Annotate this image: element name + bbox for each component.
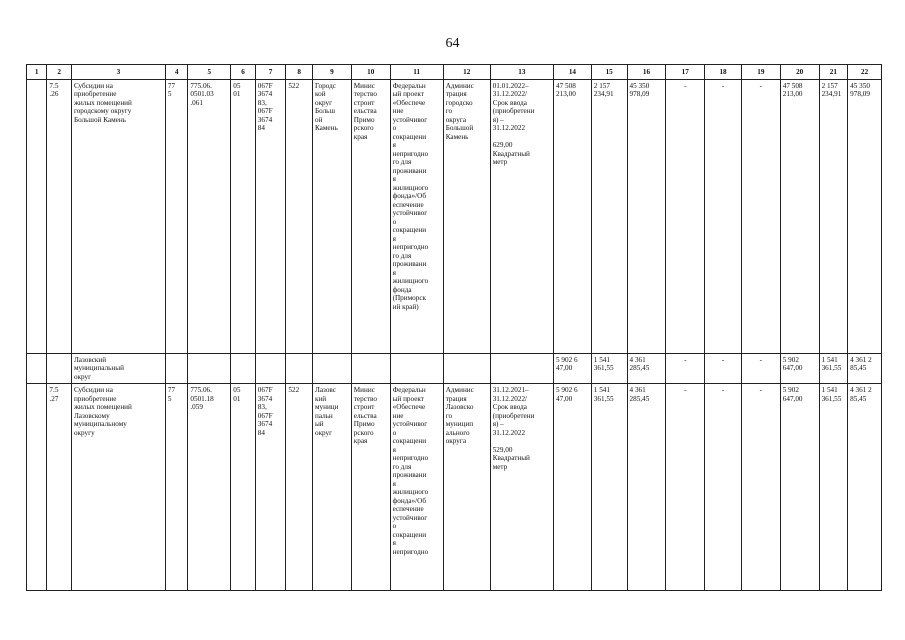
table-cell: Админис трация Лазовско го муницип ального округа: [443, 384, 490, 591]
table-cell: -: [666, 80, 705, 354]
table-cell: 77 5: [165, 384, 187, 591]
budget-table: [26, 64, 882, 591]
table-cell: 067F 3674 83, 067F 3674 84: [255, 384, 286, 591]
table-cell: 1 541 361,55: [591, 354, 627, 384]
table-cell: 01.01.2022– 31.12.2022/ Срок ввода (приобретени я) – 31.12.2022 629,00 Квадратный метр: [490, 80, 553, 354]
table-cell: 05 01: [231, 80, 256, 354]
column-header: 16: [627, 65, 666, 80]
table-cell: Админис трация городско го округа Большой Камень: [443, 80, 490, 354]
table-cell: -: [705, 384, 742, 591]
table-cell: 067F 3674 83, 067F 3674 84: [255, 80, 286, 354]
column-header: 10: [351, 65, 390, 80]
table-cell: -: [705, 354, 742, 384]
column-header: 15: [591, 65, 627, 80]
column-header: 1: [27, 65, 47, 80]
column-header: 11: [390, 65, 443, 80]
table-cell: [490, 354, 553, 384]
table-cell: 2 157 234,91: [591, 80, 627, 354]
column-header: 8: [286, 65, 313, 80]
table-cell: -: [666, 384, 705, 591]
table-cell: -: [741, 354, 780, 384]
table-cell: Минис терство строит ельства Примо рского края: [351, 384, 390, 591]
table-cell: 7.5 .27: [47, 384, 72, 591]
table-cell: Федеральн ый проект «Обеспече ние устойчивог о сокращени я непригодно го для проживани я жилищного фонда»/Об еспечение устойчивог о сокращени я непригодно го для проживани я жилищного фонда (Приморск ий край): [390, 80, 443, 354]
table-cell: [231, 354, 256, 384]
column-header: 2: [47, 65, 72, 80]
table-cell: 5 902 6 47,00: [554, 384, 592, 591]
table-cell: [255, 354, 286, 384]
table-cell: 1 541 361,55: [819, 384, 848, 591]
table-cell: 45 350 978,09: [848, 80, 882, 354]
table-cell: 77 5: [165, 80, 187, 354]
table-cell: Лазовс кий муници пальн ый округ: [312, 384, 351, 591]
table-cell: 47 508 213,00: [554, 80, 592, 354]
table-cell: [312, 354, 351, 384]
column-header: 6: [231, 65, 256, 80]
table-cell: [390, 354, 443, 384]
table-cell: 1 541 361,55: [591, 384, 627, 591]
column-header: 4: [165, 65, 187, 80]
header-row: [27, 65, 882, 80]
table-cell: 775.06. 0501.03 .061: [188, 80, 231, 354]
table-cell: Минис терство строит ельства Примо рского края: [351, 80, 390, 354]
table-cell: [188, 354, 231, 384]
column-header: 18: [705, 65, 742, 80]
column-header: 12: [443, 65, 490, 80]
table-cell: 05 01: [231, 384, 256, 591]
column-header: 5: [188, 65, 231, 80]
table-cell: Городс кой округ Больш ой Камень: [312, 80, 351, 354]
table-cell: 2 157 234,91: [819, 80, 848, 354]
table-cell: Субсидии на приобретение жилых помещений городскому округу Большой Камень: [71, 80, 165, 354]
table-cell: -: [741, 80, 780, 354]
table-cell: 4 361 2 85,45: [848, 354, 882, 384]
table-cell: 5 902 6 47,00: [554, 354, 592, 384]
table-row: [27, 354, 882, 384]
table-cell: 1 541 361,55: [819, 354, 848, 384]
column-header: 9: [312, 65, 351, 80]
table-row: [27, 384, 882, 591]
page-number: 64: [445, 36, 460, 51]
column-header: 17: [666, 65, 705, 80]
table-cell: 4 361 285,45: [627, 384, 666, 591]
column-header: 3: [71, 65, 165, 80]
table-cell: -: [705, 80, 742, 354]
table-cell: Федеральн ый проект «Обеспече ние устойчивог о сокращени я непригодно го для проживани я жилищного фонда»/Об еспечение устойчивог о сокращени я непригодно: [390, 384, 443, 591]
table-cell: 5 902 647,00: [780, 384, 819, 591]
table-cell: [27, 354, 47, 384]
table-cell: Лазовский муниципальный округ: [71, 354, 165, 384]
column-header: 21: [819, 65, 848, 80]
table-cell: 47 508 213,00: [780, 80, 819, 354]
table-cell: [443, 354, 490, 384]
column-header: 19: [741, 65, 780, 80]
table-cell: 5 902 647,00: [780, 354, 819, 384]
column-header: 20: [780, 65, 819, 80]
table-cell: 4 361 2 85,45: [848, 384, 882, 591]
table-cell: [351, 354, 390, 384]
table-cell: -: [666, 354, 705, 384]
table-cell: [47, 354, 72, 384]
table-cell: [27, 80, 47, 354]
table-cell: -: [741, 384, 780, 591]
table-cell: [165, 354, 187, 384]
column-header: 14: [554, 65, 592, 80]
column-header: 7: [255, 65, 286, 80]
table-cell: 522: [286, 384, 313, 591]
table-cell: [27, 384, 47, 591]
table-cell: 4 361 285,45: [627, 354, 666, 384]
table-cell: Субсидии на приобретение жилых помещений Лазовскому муниципальному округу: [71, 384, 165, 591]
table-cell: 775.06. 0501.18 .059: [188, 384, 231, 591]
column-header: 13: [490, 65, 553, 80]
table-cell: 31.12.2021– 31.12.2022/ Срок ввода (приобретени я) – 31.12.2022 529,00 Квадратный метр: [490, 384, 553, 591]
table-cell: 45 350 978,09: [627, 80, 666, 354]
table-cell: 7.5 .26: [47, 80, 72, 354]
column-header: 22: [848, 65, 882, 80]
table-cell: [286, 354, 313, 384]
table-cell: 522: [286, 80, 313, 354]
table-row: [27, 80, 882, 354]
